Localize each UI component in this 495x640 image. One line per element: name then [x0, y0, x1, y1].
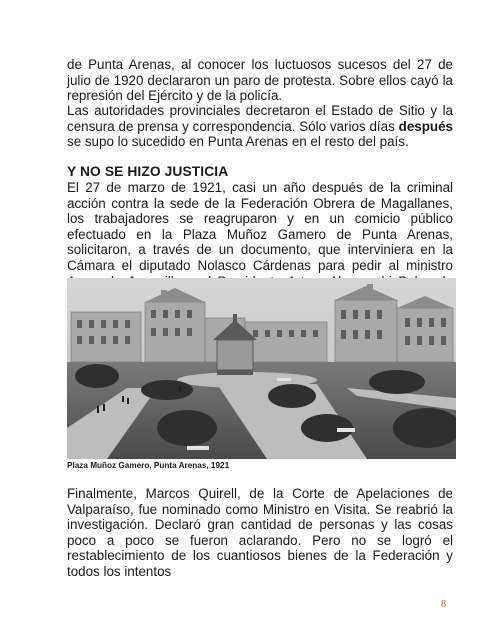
paragraph-public-rally: El 27 de marzo de 1921, casi un año después de la criminal acción contra la sede de la Federación Obrera de Magallanes, los trabajadores se reagruparon y en un comicio público efectuado en la Plaza Muñoz Gamero de Punta Arenas, solicitaron, a través de un documento, que interviniera en la Cámara el diputado Nolasco Cárdenas para pedir al ministro [67, 180, 453, 273]
paragraph-text: Las autoridades provinciales decretaron el Estado de Sitio y la censura de prensa y correspondencia. Sólo varios días [67, 103, 453, 134]
page-number: 8 [441, 599, 446, 610]
photo-caption: Plaza Muñoz Gamero, Punta Arenas, 1921 [67, 461, 230, 470]
section-heading: Y NO SE HIZO JUSTICIA [67, 164, 229, 179]
bold-word: después [398, 118, 453, 134]
paragraph-investigation: Finalmente, Marcos Quirell, de la Corte de Apelaciones de Valparaíso, fue nominado como Ministro en Visita. Se reabrió la investigación. Declaró gran cantidad de personas y las cosas poco a poco se fueron aclarando. Pero no se logró el restablecimiento de los cuantiosos bienes de la Federación y todos los intentos [67, 486, 453, 579]
plaza-photo [67, 278, 456, 459]
paragraph-text: se supo lo sucedido en Punta Arenas en el resto del país. [67, 134, 409, 150]
plaza-photo-image [67, 278, 456, 459]
paragraph-strike-protest: de Punta Arenas, al conocer los luctuosos sucesos del 27 de julio de 1920 declararon un paro de protesta. Sobre ellos cayó la represión del Ejército y de la policía. [67, 57, 453, 104]
paragraph-state-of-siege [67, 103, 453, 150]
